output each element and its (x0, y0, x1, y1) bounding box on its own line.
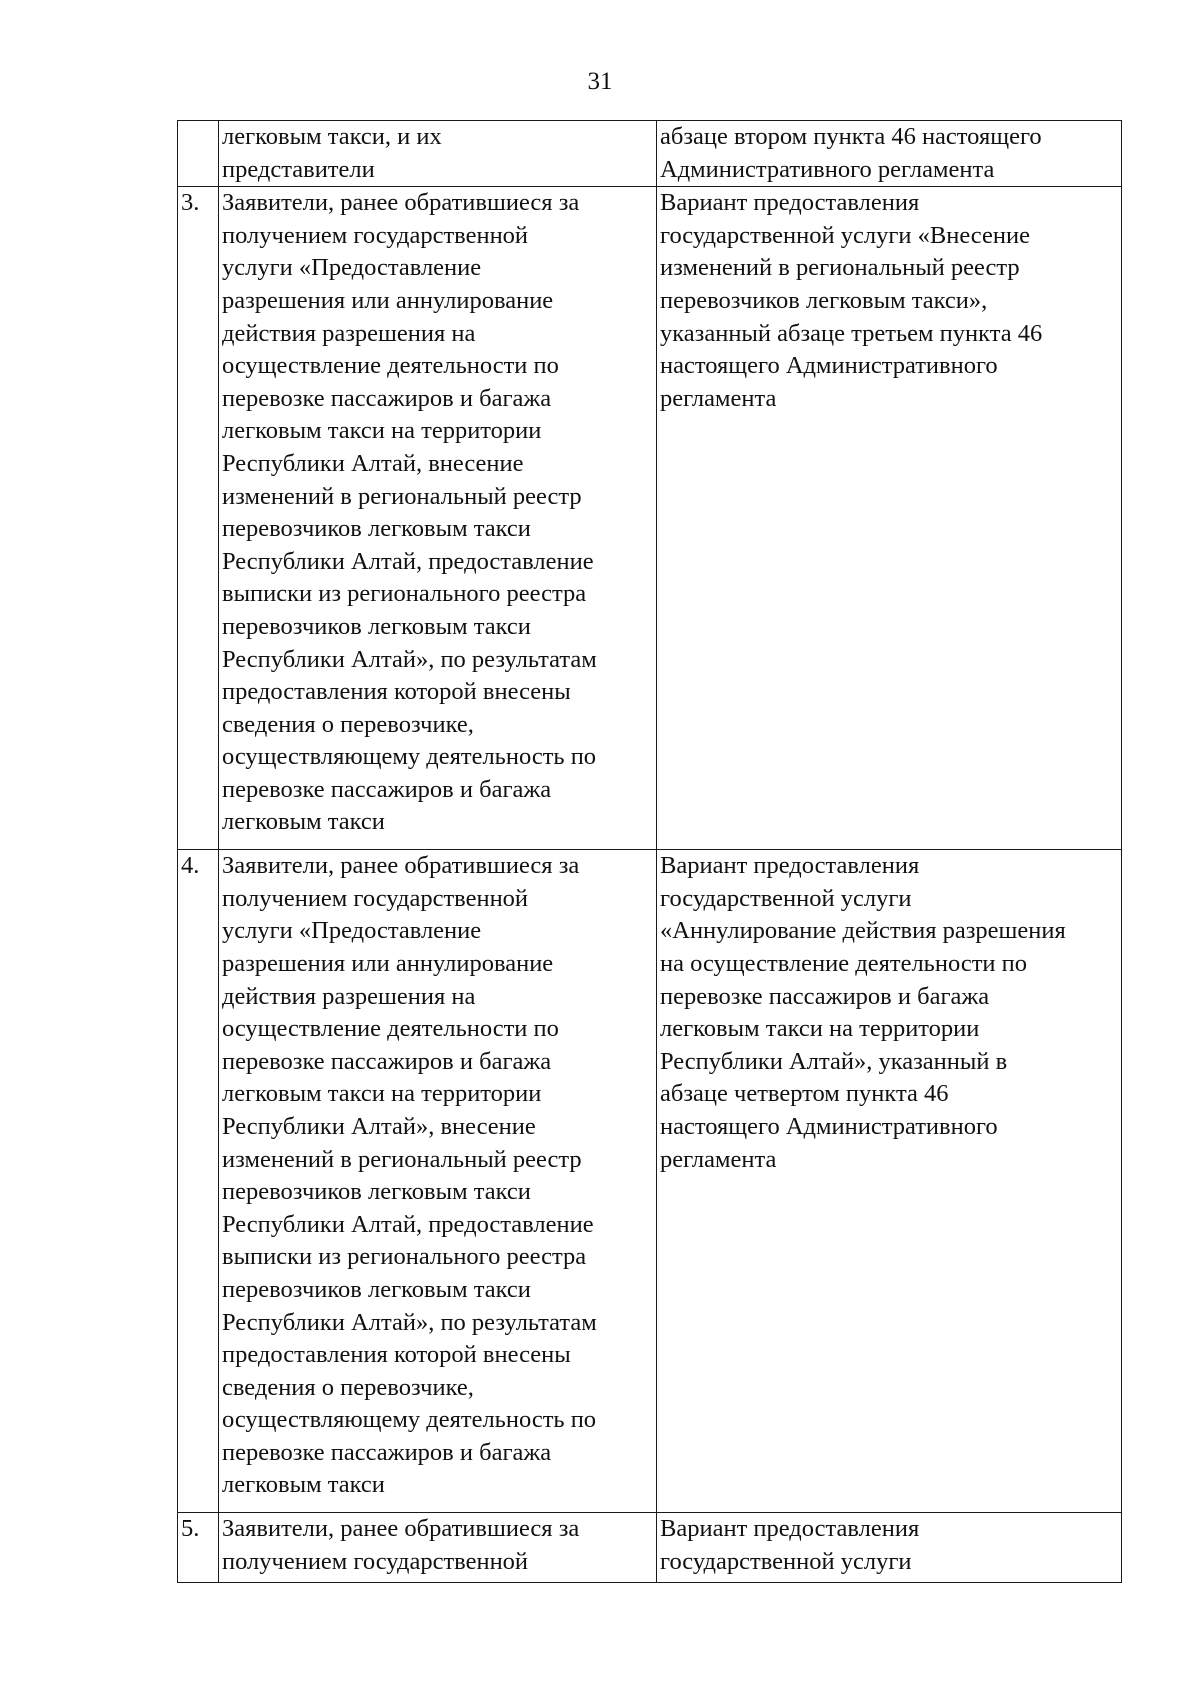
applicant-variants-table (177, 120, 1122, 1583)
applicant-cell (219, 187, 657, 850)
row-number: 3. (181, 189, 200, 217)
variant-text: Вариант предоставления государственной услуги (660, 1515, 920, 1575)
row-number-cell (178, 187, 219, 850)
variant-text: абзаце втором пункта 46 настоящего Административного регламента (660, 123, 1042, 183)
variant-text: Вариант предоставления государственной услуги «Аннулирование действия разрешения на осуществление деятельности по перевозке пассажиров и багажа легковым такси на территории Республики Алтай», указанный в абзаце четвертом пункта 46 настоящего Административного регламента (660, 852, 1066, 1173)
variant-cell (657, 850, 1122, 1513)
variant-cell (657, 121, 1122, 187)
applicant-cell (219, 1513, 657, 1583)
table-row (178, 1513, 1122, 1583)
row-number-cell (178, 850, 219, 1513)
applicant-text: Заявители, ранее обратившиеся за получением государственной (222, 1515, 580, 1575)
table-row (178, 850, 1122, 1513)
applicant-text: легковым такси, и их представители (222, 123, 442, 183)
applicant-cell (219, 121, 657, 187)
variant-cell (657, 187, 1122, 850)
variant-cell (657, 1513, 1122, 1583)
row-number: 4. (181, 852, 200, 880)
table-row (178, 187, 1122, 850)
row-number: 5. (181, 1515, 200, 1543)
row-number-cell (178, 1513, 219, 1583)
row-number-cell (178, 121, 219, 187)
page-number: 31 (587, 68, 613, 95)
applicant-text: Заявители, ранее обратившиеся за получением государственной услуги «Предоставление разрешения или аннулирование действия разрешения на осуществление деятельности по перевозке пассажиров и багажа легковым такси на территории Республики Алтай», внесение изменений в региональный реестр перевозчиков легковым такси Республики Алтай, предоставление выписки из регионального реестра перевозчиков легковым такси Республики Алтай», по результатам предоставления которой внесены сведения о перевозчике, осуществляющему деятельность по перевозке пассажиров и багажа легковым такси (222, 852, 597, 1499)
variant-text: Вариант предоставления государственной услуги «Внесение изменений в региональный реестр перевозчиков легковым такси», указанный абзаце третьем пункта 46 настоящего Административного регламента (660, 189, 1043, 412)
table-row (178, 121, 1122, 187)
applicant-text: Заявители, ранее обратившиеся за получением государственной услуги «Предоставление разрешения или аннулирование действия разрешения на осуществление деятельности по перевозке пассажиров и багажа легковым такси на территории Республики Алтай, внесение изменений в региональный реестр перевозчиков легковым такси Республики Алтай, предоставление выписки из регионального реестра перевозчиков легковым такси Республики Алтай», по результатам предоставления которой внесены сведения о перевозчике, осуществляющему деятельность по перевозке пассажиров и багажа легковым такси (222, 189, 597, 836)
applicant-cell (219, 850, 657, 1513)
